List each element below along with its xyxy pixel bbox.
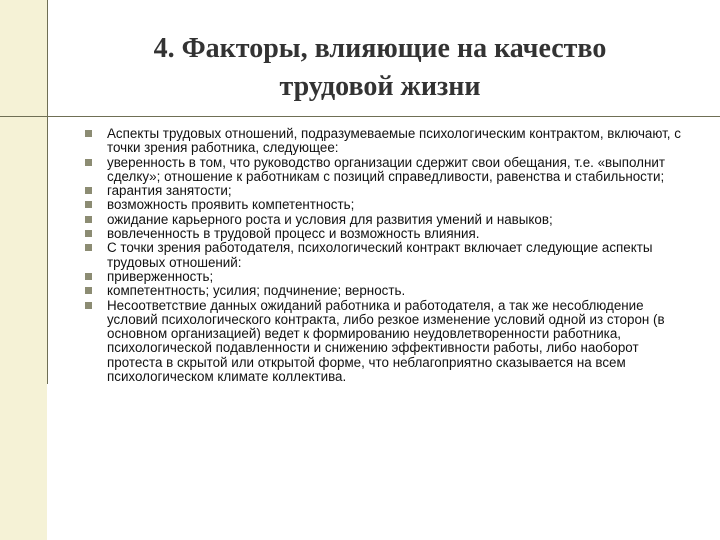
square-bullet-icon bbox=[85, 130, 92, 137]
square-bullet-icon bbox=[85, 230, 92, 237]
bullet-item-8 bbox=[85, 270, 685, 284]
slide-title bbox=[60, 30, 700, 106]
bullet-text: Аспекты трудовых отношений, подразумеваемые психологическим контрактом, включают, с точки зрения работника, следующее: bbox=[107, 126, 681, 156]
bullet-text: компетентность; усилия; подчинение; верность. bbox=[107, 283, 406, 299]
bullet-item-10 bbox=[85, 299, 685, 385]
bullet-item-6 bbox=[85, 227, 685, 241]
slide-title-line-1: 4. Факторы, влияющие на качество bbox=[153, 33, 607, 64]
square-bullet-icon bbox=[85, 187, 92, 194]
slide-title-line-2: трудовой жизни bbox=[279, 71, 481, 102]
bullet-text: приверженность; bbox=[107, 268, 214, 284]
bullet-text: вовлеченность в трудовой процесс и возможность влияния. bbox=[107, 226, 480, 242]
bullet-text: уверенность в том, что руководство организации сдержит свои обещания, т.е. «выполнит сделку»; отношение к работникам с позиций справедливости, равенства и стабильности; bbox=[107, 154, 665, 184]
bullet-text: С точки зрения работодателя, психологический контракт включает следующие аспекты трудовых отношений: bbox=[107, 240, 653, 270]
left-decorative-band bbox=[0, 0, 47, 540]
bullet-text: возможность проявить компетентность; bbox=[107, 197, 355, 213]
square-bullet-icon bbox=[85, 201, 92, 208]
bullet-item-7 bbox=[85, 241, 685, 270]
square-bullet-icon bbox=[85, 287, 92, 294]
bullet-text: Несоответствие данных ожиданий работника и работодателя, а так же несоблюдение условий психологического контракта, либо резкое изменение условий одной из сторон (в основном организацией) ведет к формированию неудовлетворенности работника, психологической подавленности и снижению эффективности работы, либо наоборот протеста в скрытой или открытой форме, что неблагоприятно сказывается на всем психологическом климате коллектива. bbox=[107, 297, 665, 385]
bullet-item-5 bbox=[85, 213, 685, 227]
horizontal-divider bbox=[0, 116, 720, 117]
square-bullet-icon bbox=[85, 216, 92, 223]
bullet-text: гарантия занятости; bbox=[107, 183, 232, 199]
vertical-divider bbox=[47, 0, 48, 384]
square-bullet-icon bbox=[85, 244, 92, 251]
square-bullet-icon bbox=[85, 273, 92, 280]
bullet-item-1 bbox=[85, 127, 685, 156]
bullet-item-2 bbox=[85, 156, 685, 185]
square-bullet-icon bbox=[85, 159, 92, 166]
bullet-text: ожидание карьерного роста и условия для развития умений и навыков; bbox=[107, 211, 553, 227]
bullet-item-9 bbox=[85, 284, 685, 298]
bullet-item-4 bbox=[85, 198, 685, 212]
square-bullet-icon bbox=[85, 302, 92, 309]
bullet-list bbox=[85, 127, 685, 384]
bullet-item-3 bbox=[85, 184, 685, 198]
